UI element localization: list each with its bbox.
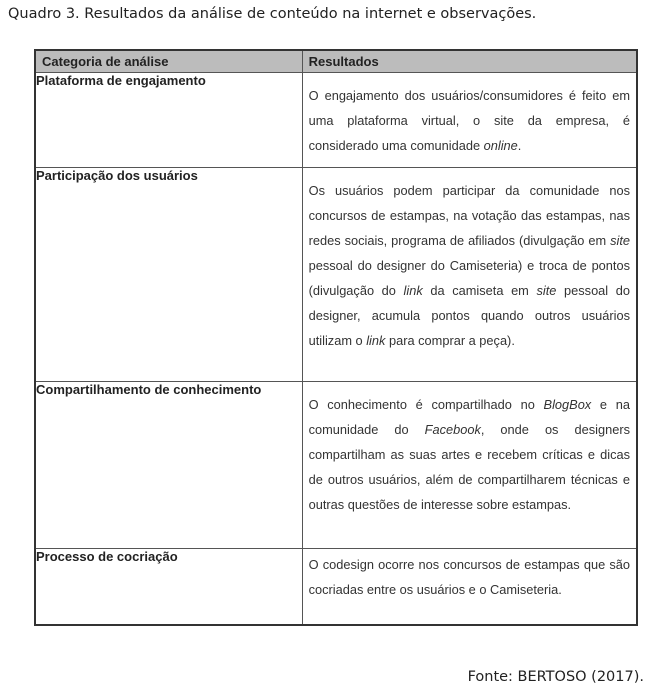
table-row — [35, 548, 637, 625]
table-caption: Quadro 3. Resultados da análise de conteúdo na internet e observações. — [8, 6, 537, 22]
header-category: Categoria de análise — [35, 50, 302, 72]
text-segment: , onde os designers compartilham as suas artes e recebem críticas e dicas de outros usuários, além de compartilharem técnicas e outras questões de interesse sobre estampas. — [308, 421, 630, 512]
result-text — [303, 73, 636, 162]
italic-text-segment: site — [536, 282, 557, 298]
text-segment: Os usuários podem participar da comunidade nos concursos de estampas, na votação das estampas, nas redes sociais, programa de afiliados (divulgação em — [308, 182, 630, 248]
category-cell: Participação dos usuários — [35, 167, 302, 381]
italic-text-segment: link — [403, 282, 423, 298]
table-row — [35, 381, 637, 548]
text-segment: pessoal do designer do Camiseteria) e troca de pontos (divulgação do — [308, 257, 630, 298]
result-cell — [302, 72, 637, 167]
result-cell — [302, 381, 637, 548]
header-results: Resultados — [302, 50, 637, 72]
text-segment: O engajamento dos usuários/consumidores é feito em uma plataforma virtual, o site da empresa, é considerado uma comunidade — [308, 87, 630, 153]
result-text — [303, 382, 636, 521]
text-segment: pessoal do designer, acumula pontos quando outros usuários utilizam o — [308, 282, 630, 348]
result-text — [303, 549, 636, 606]
table-header-row — [35, 50, 637, 72]
text-segment: . — [517, 137, 522, 153]
category-cell: Plataforma de engajamento — [35, 72, 302, 167]
italic-text-segment: Facebook — [424, 421, 481, 437]
results-table — [34, 49, 638, 626]
category-cell: Processo de cocriação — [35, 548, 302, 625]
result-cell — [302, 548, 637, 625]
italic-text-segment: online — [483, 137, 518, 153]
text-segment: e na comunidade do — [308, 396, 630, 437]
italic-text-segment: BlogBox — [543, 396, 592, 412]
text-segment: O codesign ocorre nos concursos de estampas que são cocriadas entre os usuários e o Camiseteria. — [308, 556, 630, 597]
italic-text-segment: link — [366, 332, 386, 348]
text-segment: para comprar a peça). — [385, 332, 515, 348]
result-text — [303, 168, 636, 357]
table-row — [35, 167, 637, 381]
text-segment: da camiseta em — [422, 282, 537, 298]
italic-text-segment: site — [610, 232, 630, 248]
text-segment: O conhecimento é compartilhado no — [308, 396, 544, 412]
table-row — [35, 72, 637, 167]
source-note: Fonte: BERTOSO (2017). — [467, 669, 644, 685]
result-cell — [302, 167, 637, 381]
category-cell: Compartilhamento de conhecimento — [35, 381, 302, 548]
